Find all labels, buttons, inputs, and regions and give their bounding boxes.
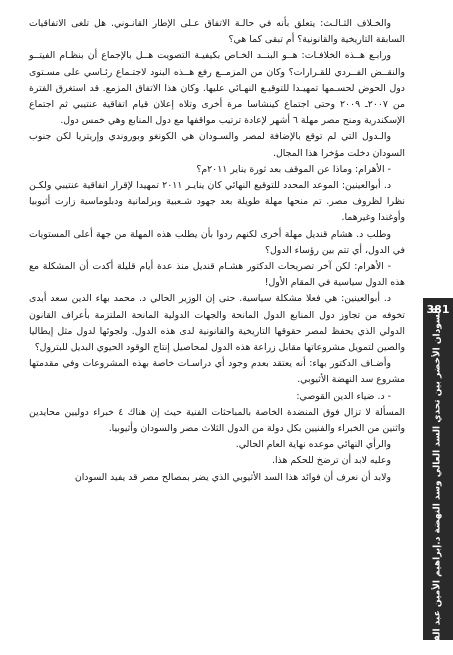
paragraph-bahaa-addition: وأضـاف الدكتور بهاء: أنه يعتقد بعدم وجود أي دراسـات خاصة بهذه المشروعات وفي مقدمتها مشروع سد النهضة الأثيوبي. bbox=[29, 358, 405, 386]
answer-political-problem: د. أبوالعينين: هي فعلا مشكلة سياسية. حتى إن الوزير الحالي د. محمد بهاء الدين سعد أبدى تخوفه من تجاوز دول المنابع الدول المانحة والجهات الدولية المانحة الملتزمة بأعراف القانون الدولي الذي يحفظ لمصر حقوقها التاريخية والقانونية لدى هذه الدول. ولجوئها لدول مثل إيطاليا والصين لتمويل مشروعاتها مقابل زراعة هذه الدول لمحاصيل إنتاج الوقود الحيوي البديل للبترول؟ bbox=[29, 293, 405, 354]
paragraph-fourth-disagreement: ورابـع هــذه الخلافـات: هــو البنــد الخـاص بكيفيـة التصويت هــل بالإجماع أن بنظـام الفيتــو والنقــض الفــردي للقـرارات؟ وكان من المزمــع رفع هــذه البنود لاجتـماع رئـاسي على مسـتوى دول الحوض لحسـمها تمهيـدا للتوقيـع النهـائي عليها. وكان هذا الاتفاق المزمع. قد استغرق الفترة من ٢٠٠٧ـ ٢٠٠٩ وحتى اجتماع كينشاسا مرة أخرى وتلاه إعلان قيام اتفاقية عنتيبي ثم اجتماع الإسكندرية ومنح مصر مهلة ٦ أشهر لإعادة ترتيب مواقفها مع دول المنابع وهي خمس دول. bbox=[29, 50, 406, 127]
speaker-dia-elquosy: - د. ضياء الدين القوصي: bbox=[296, 390, 391, 402]
paragraph-abide-ruling: وعليه لابد أن ترضخ للحكم هذا. bbox=[271, 455, 391, 467]
running-title: السودان الأخضر بين تحدي السد العالي وسد النهضة د.إبراهيم الأمين عبد القادر bbox=[432, 307, 443, 655]
body-text bbox=[29, 16, 405, 486]
answer-abulainain-deadline: د. أبوالعينين: الموعد المحدد للتوقيع النهائي كان ينايـر ٢٠١١ تمهيدا لإقرار اتفاقية عنتيبي ولكـن نظرا لظروف مصر. تم منحها مهلة طويلة بعد جهود شـعبية وبرلمانية ودبلوماسية زارت أثيوبيا وأوغندا وغيرهما. bbox=[29, 180, 405, 224]
paragraph-third-disagreement: والخـلاف الثـالـث: يتعلق بأنه في حالـة الاتفاق عـلى الإطار القانـوني. هل تلغى الاتفاقيات السابقة التاريخية والقانونية؟ أم تبقى كما هي؟ bbox=[29, 18, 405, 46]
paragraph-qandil-request: وطلب د. هشام قنديل مهلة أخرى لكنهم ردوا بأن يطلب هذه المهلة من جهة أعلى المستويات في الدول، أي تتم بين رؤساء الدول؟ bbox=[29, 228, 405, 256]
paragraph-dam-benefits: ولابد أن نعرف أن فوائد هذا السد الأثيوبي الذي يضر بمصالح مصر قد يفيد السودان bbox=[74, 471, 391, 483]
paragraph-technical-negotiations: المسألة لا تزال فوق المنضدة الخاصة بالمباحثات الفنية حيث إن هناك ٤ خبراء دوليين محايدين واثنين من الخبراء والفنيين بكل دولة من الدول الثلاث مصر والسودان وأثيوبيا. bbox=[29, 406, 406, 435]
paragraph-non-signing-states: والـدول التي لم توقع بالإضافة لمصر والسـودان هي الكونغو وبوروندي وإريتريا لكن جنوب السودان دخلت مؤخرا هذا المجال. bbox=[29, 131, 405, 159]
page-number: 381 bbox=[423, 298, 453, 320]
paragraph-final-opinion: والرأي النهائي موعده نهاية العام الحالي. bbox=[235, 439, 391, 451]
question-political-problem: - الأهرام: لكن آخر تصريحات الدكتور هشـام قنديل منذ عدة أيام قليلة أكدت أن المشكلة مع هذه الدول سياسية في المقام الأول! bbox=[29, 261, 405, 289]
question-after-january-revolution: - الأهرام: وماذا عن الموقف بعد ثورة يناير ٢٠١١م؟ bbox=[196, 163, 391, 175]
